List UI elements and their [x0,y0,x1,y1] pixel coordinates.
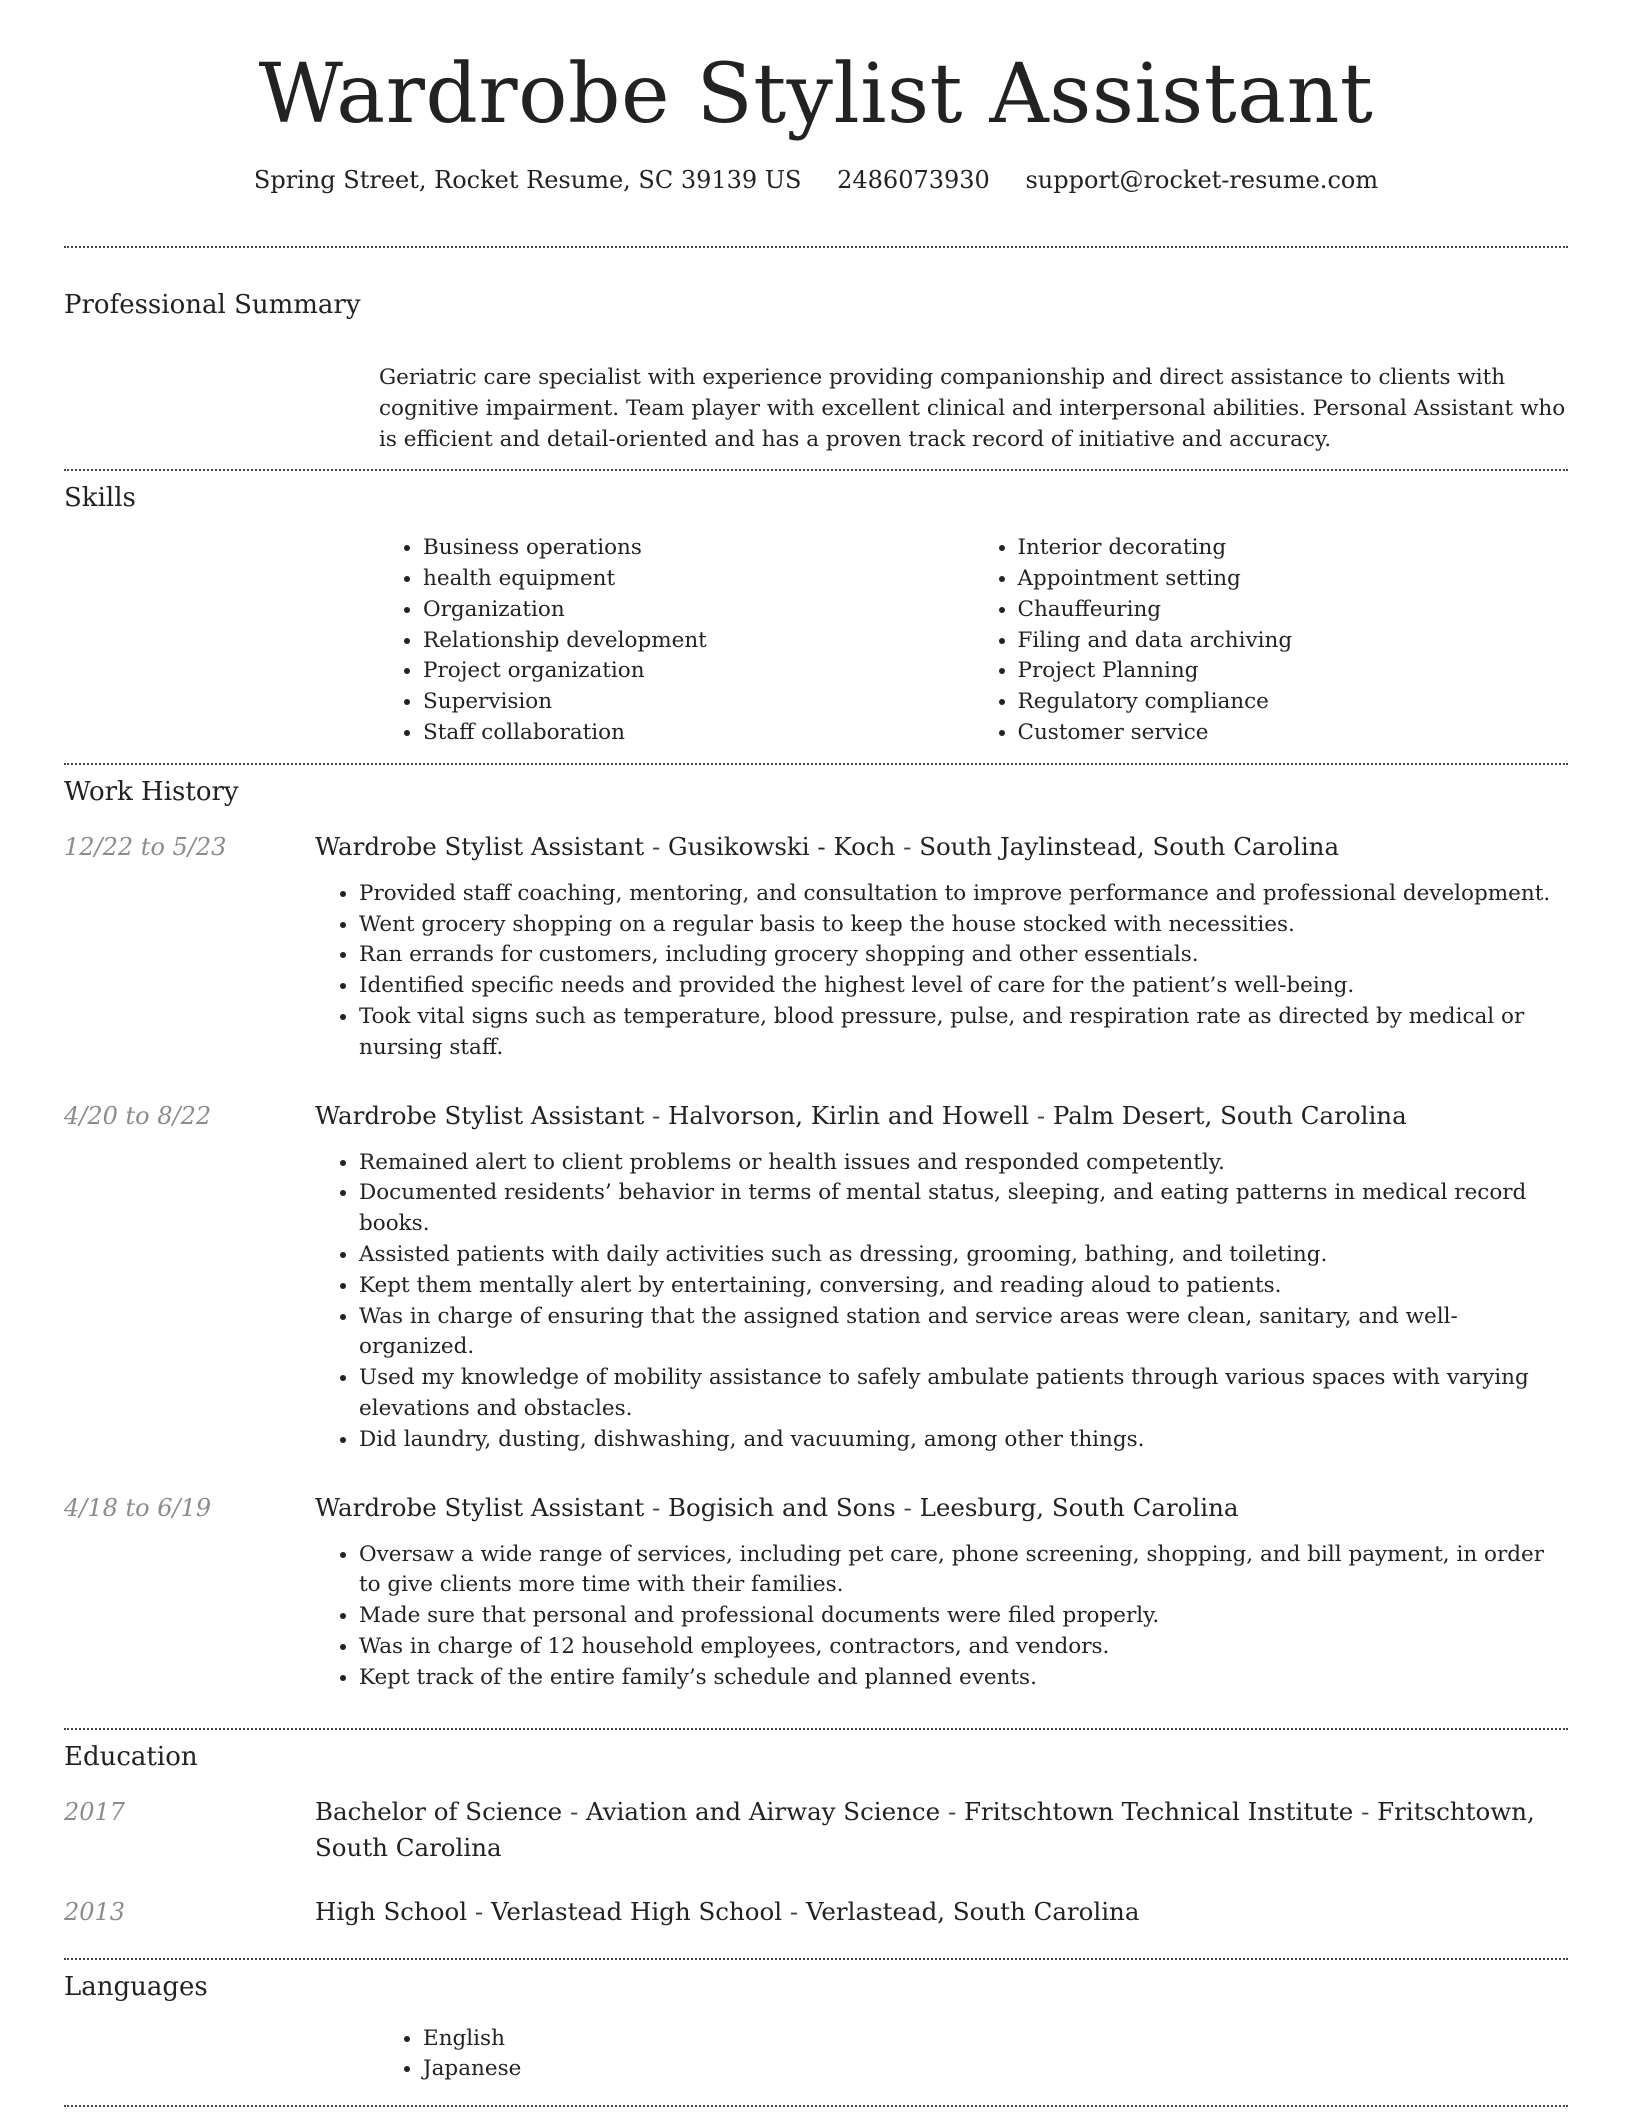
summary-text: Geriatric care specialist with experience providing companionship and direct assistance to clients with cognitive impairment. Team player with excellent clinical and interpersonal abilities. Personal Assistant who is efficient and detail-oriented and has a proven track record of initiative and accuracy. [379,365,1566,453]
job-company: Gusikowski - Koch [668,831,896,861]
job-location: Palm Desert, South Carolina [1052,1100,1407,1130]
job-entry [64,829,1568,1064]
separator: - [1029,1100,1053,1130]
education-school: Verlastead High School [490,1896,783,1926]
education-field: Aviation and Airway Science [586,1796,941,1826]
separator: - [940,1796,965,1826]
education-location: Fritschtown, South Carolina [315,1796,1535,1862]
languages-list [379,2024,1568,2086]
duty-item: • Assisted patients with daily activities such as dressing, grooming, bathing, and toileting. [359,1240,1568,1271]
skill-item: • Supervision [423,687,974,718]
job-list [64,829,1568,1694]
job-date: 4/20 to 8/22 [64,1101,212,1130]
job-body [315,829,1568,1064]
separator: - [1353,1796,1378,1826]
skill-item: • Organization [423,595,974,626]
job-role: Wardrobe Stylist Assistant [315,831,645,861]
education-title [315,1894,1568,1930]
skill-item: • Filing and data archiving [1018,626,1569,657]
job-body [315,1098,1568,1456]
job-title [315,829,1568,865]
duty-item: • Oversaw a wide range of services, including pet care, phone screening, shopping, and bill payment, in order to give clients more time with their families. [359,1540,1568,1602]
job-company: Bogisich and Sons [668,1492,896,1522]
job-role: Wardrobe Stylist Assistant [315,1100,645,1130]
separator: - [644,1492,669,1522]
duty-item: • Was in charge of ensuring that the assigned station and service areas were clean, sanitary, and well-organized. [359,1302,1568,1364]
separator: - [562,1796,587,1826]
languages-section [0,1960,1632,2086]
skills-right-list [974,533,1569,749]
duty-item: • Ran errands for customers, including grocery shopping and other essentials. [359,940,1568,971]
job-location: South Jaylinstead, South Carolina [919,831,1340,861]
duty-item: • Was in charge of 12 household employees, contractors, and vendors. [359,1632,1568,1663]
separator: - [782,1896,806,1926]
skill-item: • Interior decorating [1018,533,1569,564]
job-date: 12/22 to 5/23 [64,832,227,861]
skill-item: • Appointment setting [1018,564,1569,595]
separator: - [644,831,669,861]
phone: 2486073930 [837,166,990,195]
duty-item: • Used my knowledge of mobility assistance to safely ambulate patients through various spaces with varying elevations and obstacles. [359,1363,1568,1425]
education-list [64,1794,1568,1930]
job-title [315,1490,1568,1526]
job-entry [64,1490,1568,1694]
skill-item: • Regulatory compliance [1018,687,1569,718]
education-heading: Education [64,1741,198,1772]
education-title [315,1794,1568,1866]
duty-item: • Kept them mentally alert by entertaining, conversing, and reading aloud to patients. [359,1271,1568,1302]
skills-heading: Skills [64,483,136,514]
education-entry [64,1894,1568,1930]
skill-item: • health equipment [423,564,974,595]
skill-item: • Chauffeuring [1018,595,1569,626]
skills-section [0,471,1632,749]
skills-column-left [379,533,974,749]
skill-item: • Project organization [423,656,974,687]
education-section [0,1730,1632,1930]
education-degree: Bachelor of Science [315,1796,563,1826]
separator: - [895,1492,920,1522]
education-date: 2013 [64,1897,126,1926]
language-item: • English [423,2024,1568,2055]
education-date: 2017 [64,1797,126,1826]
email: support@rocket-resume.com [1025,166,1379,195]
language-item: • Japanese [423,2054,1568,2085]
duty-item: • Remained alert to client problems or health issues and responded competently. [359,1148,1568,1179]
education-school: Fritschtown Technical Institute [964,1796,1354,1826]
skill-item: • Customer service [1018,718,1569,749]
summary-section [0,248,1632,455]
skill-item: • Relationship development [423,626,974,657]
languages-heading: Languages [64,1971,208,2002]
separator: - [467,1896,491,1926]
job-body [315,1490,1568,1694]
skill-item: • Project Planning [1018,656,1569,687]
job-duties [315,879,1568,1064]
duty-item: • Identified specific needs and provided the highest level of care for the patient’s well-being. [359,971,1568,1002]
address: Spring Street, Rocket Resume, SC 39139 US [253,166,802,195]
job-location: Leesburg, South Carolina [919,1492,1239,1522]
separator: - [895,831,920,861]
skill-item: • Staff collaboration [423,718,974,749]
contact-line [0,166,1632,194]
duty-item: • Documented residents’ behavior in terms of mental status, sleeping, and eating patterns in medical record books. [359,1178,1568,1240]
skills-left-list [379,533,974,749]
duty-item: • Kept track of the entire family’s schedule and planned events. [359,1663,1568,1694]
job-duties [315,1148,1568,1456]
job-title [315,1098,1568,1134]
candidate-name: Wardrobe Stylist Assistant [258,47,1374,142]
job-company: Halvorson, Kirlin and Howell [668,1100,1030,1130]
skills-list [379,533,1568,749]
education-degree: High School [315,1896,468,1926]
education-entry [64,1794,1568,1866]
summary-heading: Professional Summary [64,290,361,321]
skill-item: • Business operations [423,533,974,564]
languages-bullets [379,2024,1568,2086]
duty-item: • Provided staff coaching, mentoring, and consultation to improve performance and professional development. [359,879,1568,910]
education-location: Verlastead, South Carolina [805,1896,1140,1926]
resume-header [0,0,1632,194]
separator: - [644,1100,669,1130]
job-duties [315,1540,1568,1694]
work-section [0,765,1632,1694]
work-heading: Work History [64,776,239,807]
job-role: Wardrobe Stylist Assistant [315,1492,645,1522]
duty-item: • Went grocery shopping on a regular basis to keep the house stocked with necessities. [359,910,1568,941]
skills-column-right [974,533,1569,749]
job-date: 4/18 to 6/19 [64,1493,212,1522]
duty-item: • Made sure that personal and professional documents were filed properly. [359,1601,1568,1632]
divider [64,2105,1568,2107]
duty-item: • Did laundry, dusting, dishwashing, and vacuuming, among other things. [359,1425,1568,1456]
job-entry [64,1098,1568,1456]
duty-item: • Took vital signs such as temperature, blood pressure, pulse, and respiration rate as directed by medical or nursing staff. [359,1002,1568,1064]
